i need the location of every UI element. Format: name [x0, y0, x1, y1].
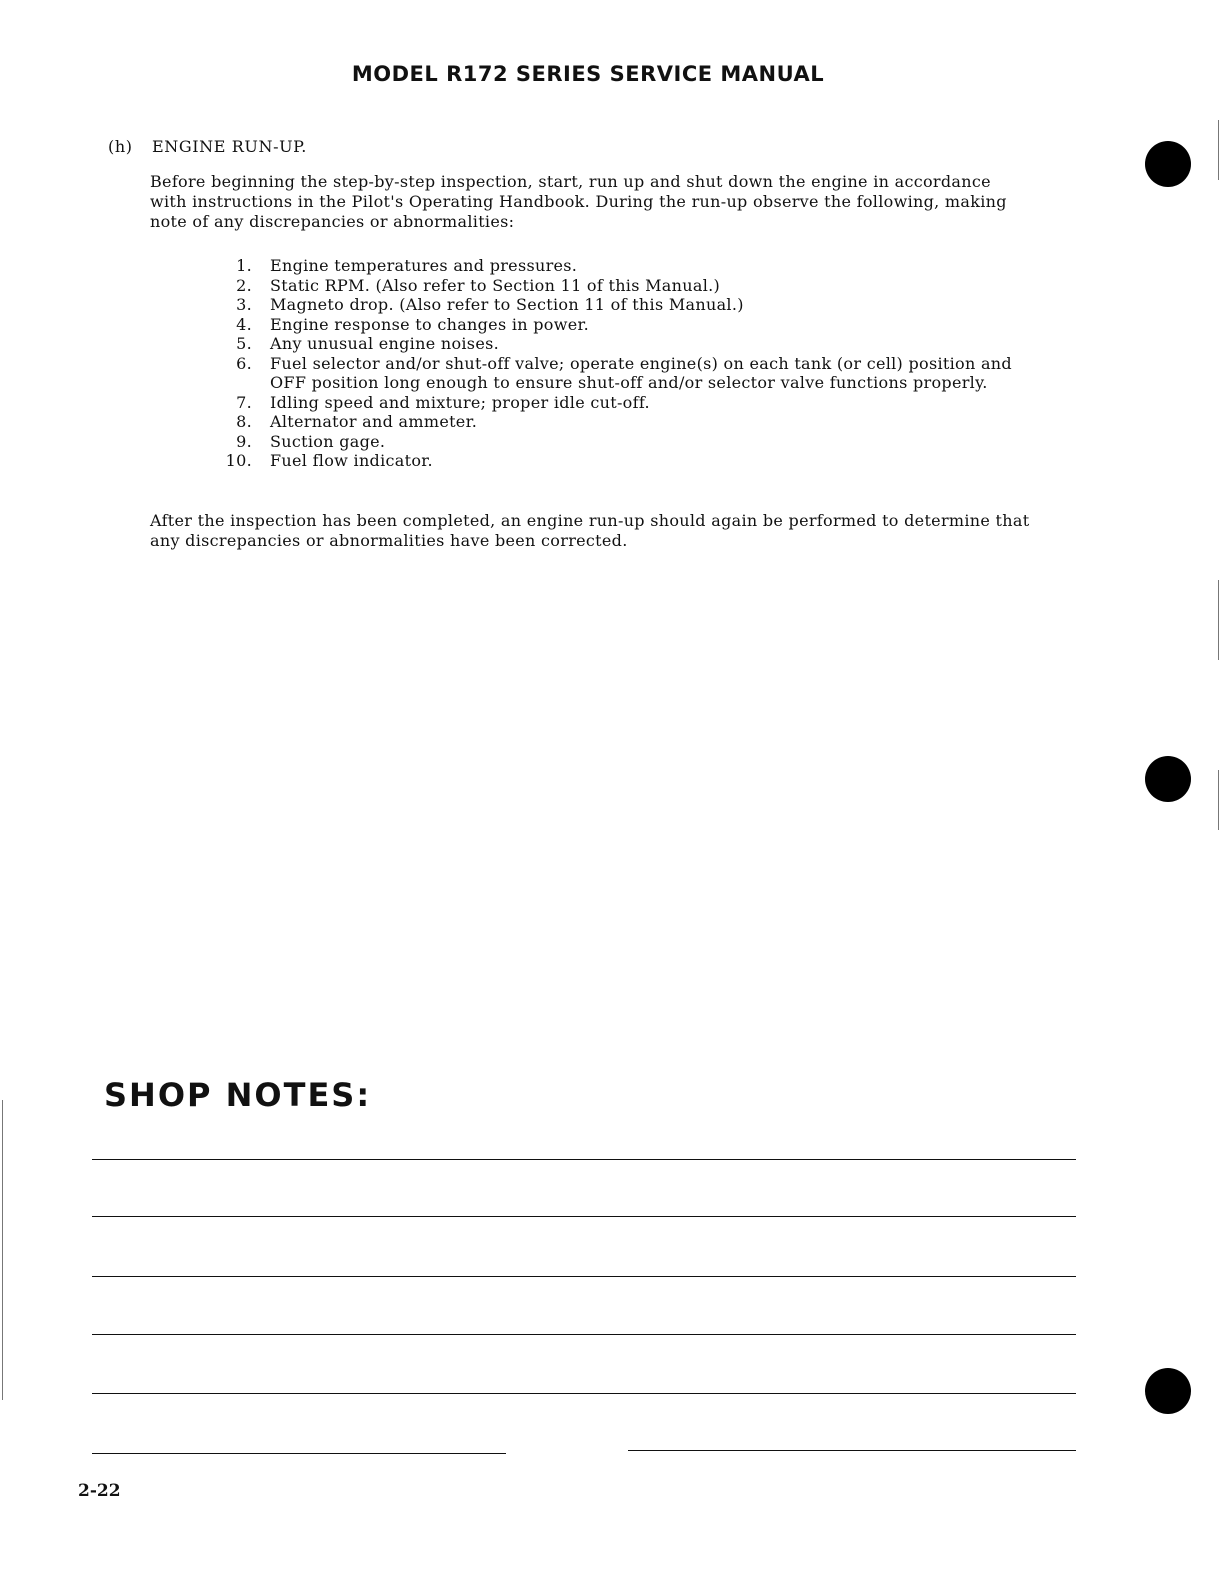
page-title: MODEL R172 SERIES SERVICE MANUAL — [351, 62, 825, 86]
closing-paragraph: After the inspection has been completed, an engine run-up should again be performed to determine that any discrepancies or abnormalities have been corrected. — [150, 511, 1030, 550]
notes-line — [92, 1393, 1076, 1394]
list-item-text: Engine temperatures and pressures. — [270, 256, 578, 275]
list-item-text: Engine response to changes in power. — [270, 314, 590, 334]
binder-hole-bottom — [1145, 1368, 1191, 1414]
list-item-number: 8. — [236, 412, 252, 431]
list-item-text: Any unusual engine noises. — [270, 334, 499, 353]
notes-line — [92, 1276, 1076, 1277]
section-heading — [108, 137, 307, 156]
list-item-number: 9. — [236, 431, 252, 451]
list-item-number: 6. — [236, 353, 252, 373]
list-item — [214, 295, 1034, 315]
section-marker: (h) — [108, 137, 133, 156]
list-item — [214, 354, 1034, 393]
notes-line — [92, 1159, 1076, 1160]
list-item — [214, 334, 1034, 354]
list-item-text: Fuel selector and/or shut-off valve; operate engine(s) on each tank (or cell) position and OFF position long enough to ensure shut-off and/or selector valve functions properly. — [270, 353, 1012, 392]
list-item-number: 1. — [236, 256, 252, 275]
notes-line — [92, 1334, 1076, 1335]
list-item — [214, 256, 1034, 276]
list-item-text: Static RPM. (Also refer to Section 11 of this Manual.) — [270, 275, 721, 295]
list-item-number: 3. — [236, 295, 252, 314]
list-item-number: 5. — [236, 334, 252, 353]
section-heading-text: ENGINE RUN-UP. — [152, 137, 307, 156]
list-item-number: 7. — [236, 392, 252, 412]
notes-line — [92, 1216, 1076, 1217]
list-item-text: Fuel flow indicator. — [270, 451, 433, 470]
list-item-text: Magneto drop. (Also refer to Section 11 of this Manual.) — [270, 295, 744, 314]
list-item — [214, 315, 1034, 335]
list-item-text: Suction gage. — [270, 431, 386, 451]
list-item — [214, 451, 1034, 471]
notes-line-right — [628, 1450, 1076, 1451]
list-item-text: Idling speed and mixture; proper idle cut-off. — [270, 392, 650, 412]
run-up-checklist — [214, 256, 1034, 471]
list-item-number: 2. — [236, 275, 252, 295]
shop-notes-title: SHOP NOTES: — [104, 1076, 372, 1114]
list-item-number: 10. — [225, 451, 252, 470]
binder-hole-middle — [1145, 756, 1191, 802]
list-item-text: Alternator and ammeter. — [270, 412, 478, 431]
list-item — [214, 432, 1034, 452]
list-item-number: 4. — [236, 314, 252, 334]
list-item — [214, 412, 1034, 432]
list-item — [214, 276, 1034, 296]
list-item — [214, 393, 1034, 413]
intro-paragraph: Before beginning the step-by-step inspection, start, run up and shut down the engine in accordance with instructions in the Pilot's Operating Handbook. During the run-up observe the following, making note of any discrepancies or abnormalities: — [150, 172, 1007, 231]
edge-mark — [1218, 580, 1219, 660]
binder-hole-top — [1145, 141, 1191, 187]
edge-mark — [1218, 770, 1219, 830]
page-number: 2-22 — [78, 1481, 121, 1501]
edge-mark — [1218, 120, 1219, 180]
notes-line-left — [92, 1453, 506, 1454]
edge-mark — [2, 1100, 3, 1400]
